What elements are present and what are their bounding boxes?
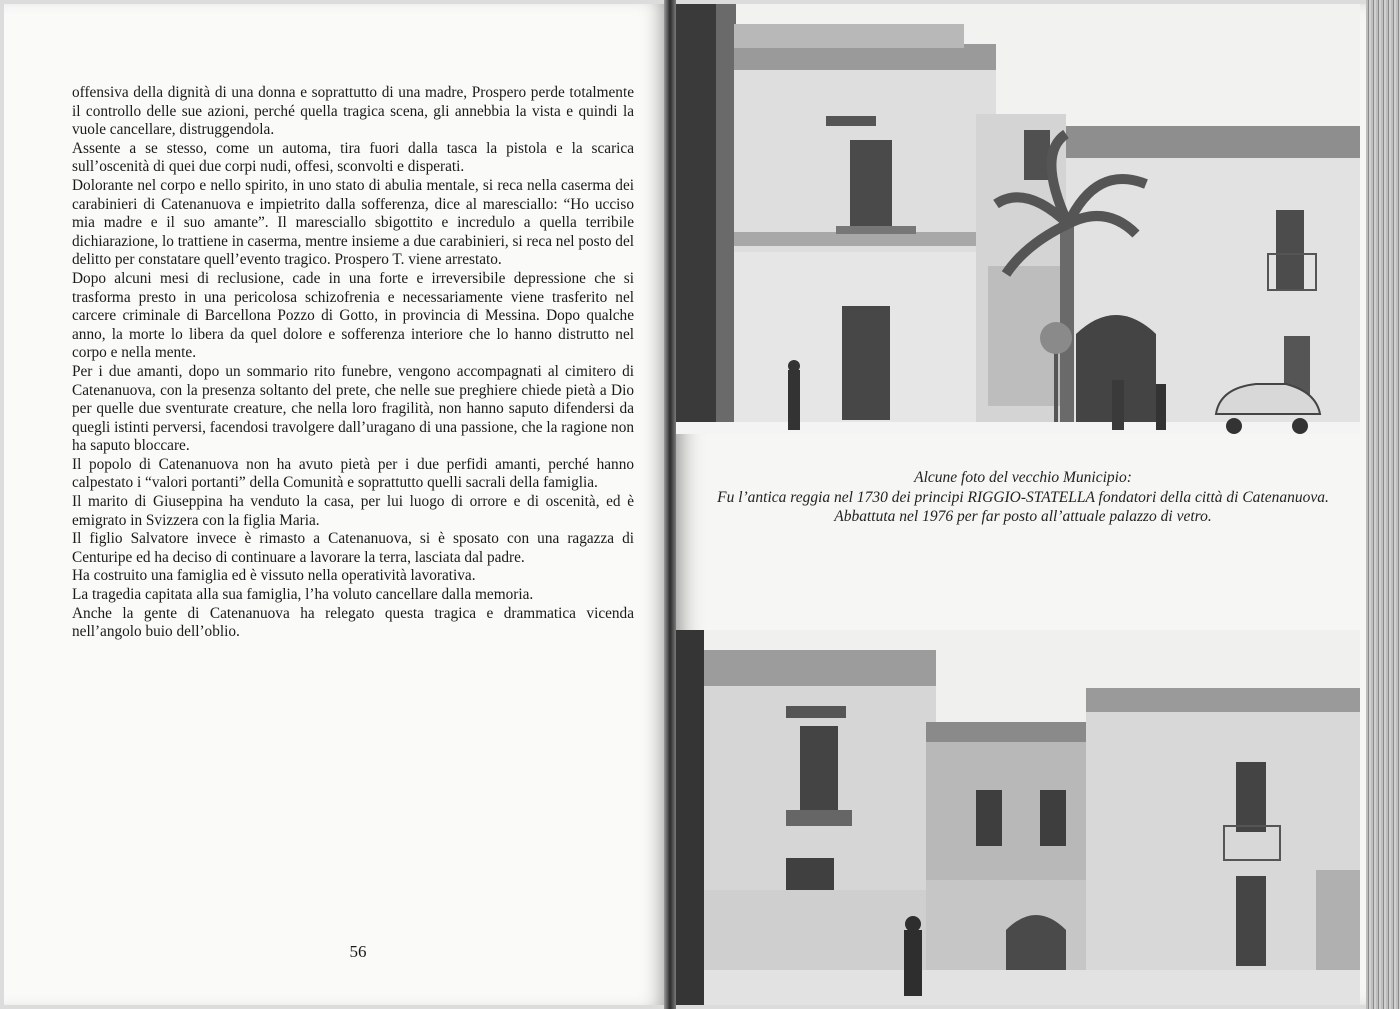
book-gutter (664, 0, 676, 1009)
photo-old-town-hall-front (676, 4, 1360, 434)
paragraph: Ha costruito una famiglia ed è vissuto nella operatività lavorativa. (72, 567, 476, 585)
paragraph: Il popolo di Catenanuova non ha avuto pietà per i due perfidi amanti, perché hanno calpestato i “valori portanti” della Comunità e soprattutto quelli sacrali della famiglia. (72, 455, 634, 492)
paragraph: Dopo alcuni mesi di reclusione, cade in una forte e irreversibile depressione che si trasforma presto in una pericolosa schizofrenia e necessariamente viene trasferito nel carcere criminale di Barcellona Pozzo di Gotto, in provincia di Messina. Dopo qualche anno, la morte lo libera da quel dolore e sofferenza interiore che lo hanno distrutto nel corpo e nella mente. (72, 269, 634, 362)
body-text (72, 84, 634, 642)
page-number: 56 (349, 942, 367, 961)
paragraph: Per i due amanti, dopo un sommario rito funebre, vengono accompagnati al cimitero di Catenanuova, con la presenza soltanto del prete, che nelle sue preghiere chiede pietà a Dio per quelle due sventurate creature, che nella loro fragilità, non hanno saputo difendersi da quegli istinti perversi, facendosi travolgere dall’uragano di una passione, che la ragione non ha saputo bloccare. (72, 362, 634, 455)
paragraph: Anche la gente di Catenanuova ha relegato questa tragica e drammatica vicenda nell’angolo buio dell’oblio. (72, 604, 634, 641)
paragraph: Il figlio Salvatore invece è rimasto a Catenanuova, si è sposato con una ragazza di Centuripe ed ha deciso di continuare a lavorare la terra, lasciata dal padre. (72, 530, 634, 566)
photo-caption (700, 468, 1346, 527)
paragraph: Il marito di Giuseppina ha venduto la casa, per lui luogo di orrore e di oscenità, ed è emigrato in Svizzera con la figlia Maria. (72, 493, 634, 529)
caption-title: Alcune foto del vecchio Municipio: (914, 469, 1132, 486)
paragraph: offensiva della dignità di una donna e soprattutto di una madre, Prospero perde totalmente il controllo delle sue azioni, perché quella tragica scena, gli annebbia la vista e quindi la vuole cancellare, distruggendola. (72, 84, 634, 139)
page-edges (1366, 0, 1400, 1009)
paragraph: La tragedia capitata alla sua famiglia, l’ha voluto cancellare dalla memoria. (72, 586, 534, 604)
paragraph: Dolorante nel corpo e nello spirito, in uno stato di abulia mentale, si reca nella caserma dei carabinieri di Catenanuova e impietrito dalla sofferenza, dice al maresciallo: “Ho ucciso mia madre e il suo amante”. Il maresciallo sbigottito e incredulo a quella terribile dichiarazione, lo trattiene in caserma, mentre insieme a due carabinieri, si reca nel posto del delitto per constatare quell’evento tragico. Prospero T. viene arrestato. (72, 176, 634, 269)
paragraph: Assente a se stesso, come un automa, tira fuori dalla tasca la pistola e la scarica sull’oscenità di quei due corpi nudi, offesi, sconvolti e disperati. (72, 139, 634, 176)
caption-text: Fu l’antica reggia nel 1730 dei principi RIGGIO-STATELLA fondatori della città di Catenanuova. Abbattuta nel 1976 per far posto all’attuale palazzo di vetro. (717, 488, 1329, 525)
photo-old-town-hall-corner (676, 630, 1360, 1005)
